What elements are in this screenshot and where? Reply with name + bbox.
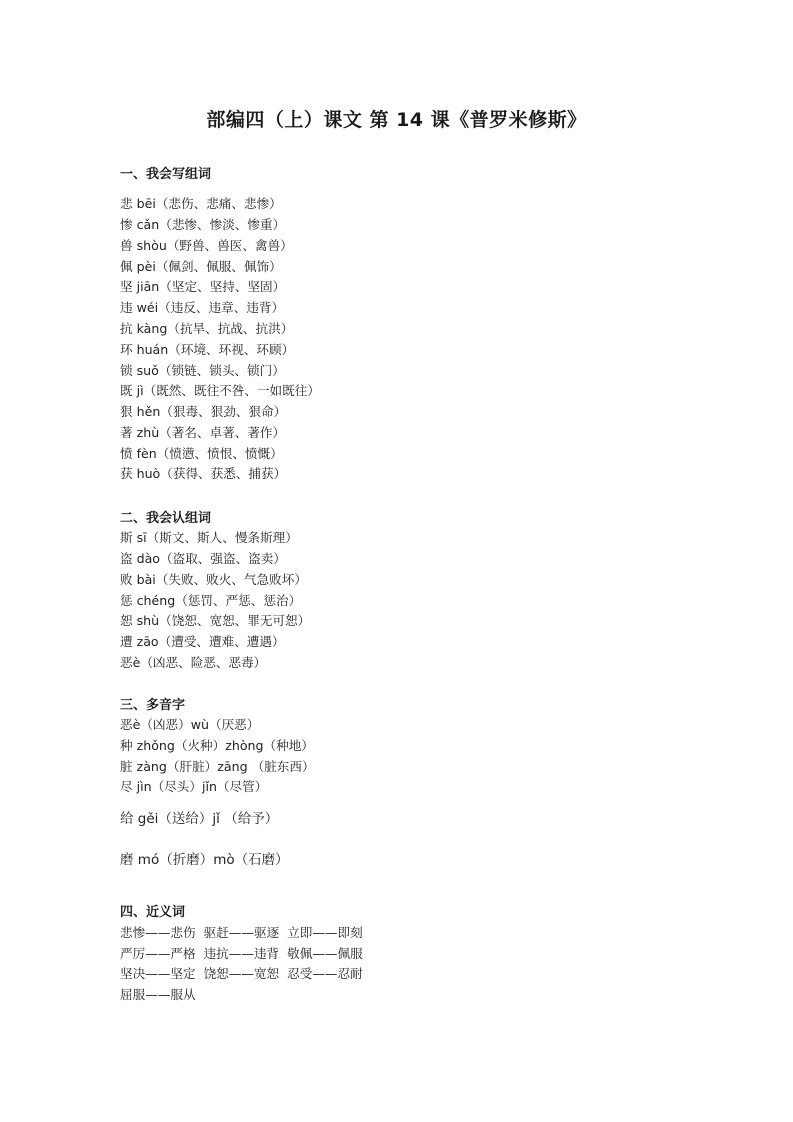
vocab-line: 种 zhǒng（火种）zhòng（种地） (120, 738, 314, 753)
vocab-line: 悲 bēi（悲伤、悲痛、悲惨） (120, 196, 282, 211)
vocab-line: 兽 shòu（野兽、兽医、禽兽） (120, 238, 293, 253)
vocab-line: 给 gěi（送给）jǐ （给予） (120, 811, 279, 827)
vocab-line: 著 zhù（著名、卓著、著作） (120, 425, 286, 440)
vocab-line: 坚决——坚定 饶恕——宽恕 忍受——忍耐 (120, 966, 363, 981)
vocab-line: 既 jì（既然、既往不咎、一如既往） (120, 383, 320, 398)
vocab-line: 愤 fèn（愤懑、愤恨、愤慨） (120, 446, 283, 461)
vocab-line: 悲惨——悲伤 驱赶——驱逐 立即——即刻 (120, 925, 363, 940)
vocab-line: 恶è（凶恶、险恶、恶毒） (120, 655, 267, 670)
vocab-line: 严厉——严格 违抗——违背 敬佩——佩服 (120, 946, 363, 961)
vocab-line: 恕 shù（饶恕、宽恕、罪无可恕） (120, 613, 311, 628)
vocab-line: 狠 hěn（狠毒、狠劲、狠命） (120, 404, 287, 419)
vocab-line: 获 huò（获得、获悉、捕获） (120, 466, 287, 481)
vocab-line: 抗 kàng（抗旱、抗战、抗洪） (120, 321, 294, 336)
vocab-line: 环 huán（环境、环视、环顾） (120, 342, 295, 357)
vocab-line: 惨 cǎn（悲惨、惨淡、惨重） (120, 217, 286, 232)
vocab-line: 盗 dào（盗取、强盗、盗卖） (120, 551, 286, 566)
section-heading: 一、我会写组词 (120, 167, 212, 182)
section-heading: 二、我会认组词 (120, 511, 212, 526)
vocab-line: 锁 suǒ（锁链、锁头、锁门） (120, 363, 285, 378)
vocab-line: 败 bài（失败、败火、气急败坏） (120, 572, 307, 587)
page-title: 部编四（上）课文 第 14 课《普罗米修斯》 (206, 109, 587, 131)
vocab-line: 恶è（凶恶）wù（厌恶） (120, 717, 260, 732)
vocab-line: 磨 mó（折磨）mò（石磨） (120, 852, 289, 868)
vocab-line: 屈服——服从 (120, 987, 196, 1002)
vocab-line: 尽 jìn（尽头）jǐn（尽管） (120, 779, 268, 794)
vocab-line: 遭 zāo（遭受、遭难、遭遇） (120, 634, 285, 649)
section-heading: 三、多音字 (120, 698, 186, 713)
vocab-line: 坚 jiān（坚定、坚持、坚固） (120, 279, 286, 294)
vocab-line: 斯 sī（斯文、斯人、慢条斯理） (120, 530, 298, 545)
vocab-line: 违 wéi（违反、违章、违背） (120, 300, 285, 315)
vocab-line: 脏 zàng（肝脏）zāng （脏东西） (120, 759, 315, 774)
vocab-line: 佩 pèi（佩剑、佩服、佩饰） (120, 259, 282, 274)
vocab-line: 惩 chéng（惩罚、严惩、惩治） (120, 593, 302, 608)
section-heading: 四、近义词 (120, 905, 186, 920)
